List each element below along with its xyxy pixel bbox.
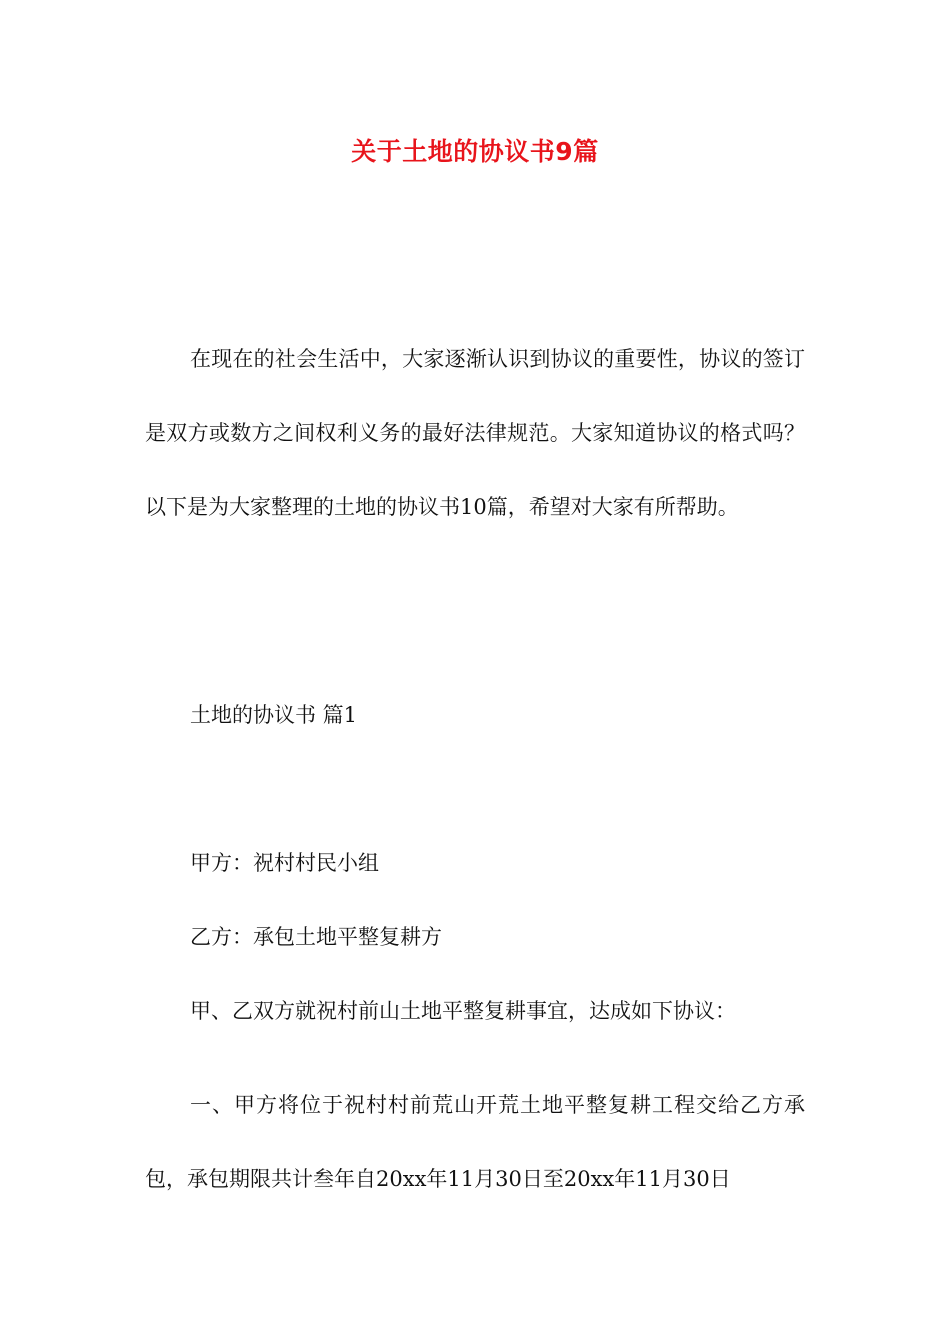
intro-paragraph: 在现在的社会生活中，大家逐渐认识到协议的重要性，协议的签订是双方或数方之间权利义务的最好法律规范。大家知道协议的格式吗？以下是为大家整理的土地的协议书10篇，希望对大家有所帮助。 — [145, 347, 805, 519]
agreement-intro-line: 甲、乙双方就祝村前山土地平整复耕事宜，达成如下协议： — [190, 999, 736, 1023]
document-title: 关于土地的协议书9篇 — [351, 137, 599, 166]
clause-1-paragraph: 一、甲方将位于祝村村前荒山开荒土地平整复耕工程交给乙方承包，承包期限共计叁年自20xx年11月30日至20xx年11月30日 — [145, 1093, 805, 1191]
party-b-line: 乙方：承包土地平整复耕方 — [190, 925, 442, 949]
section-heading: 土地的协议书 篇1 — [190, 703, 358, 727]
party-a-line: 甲方：祝村村民小组 — [190, 851, 379, 875]
